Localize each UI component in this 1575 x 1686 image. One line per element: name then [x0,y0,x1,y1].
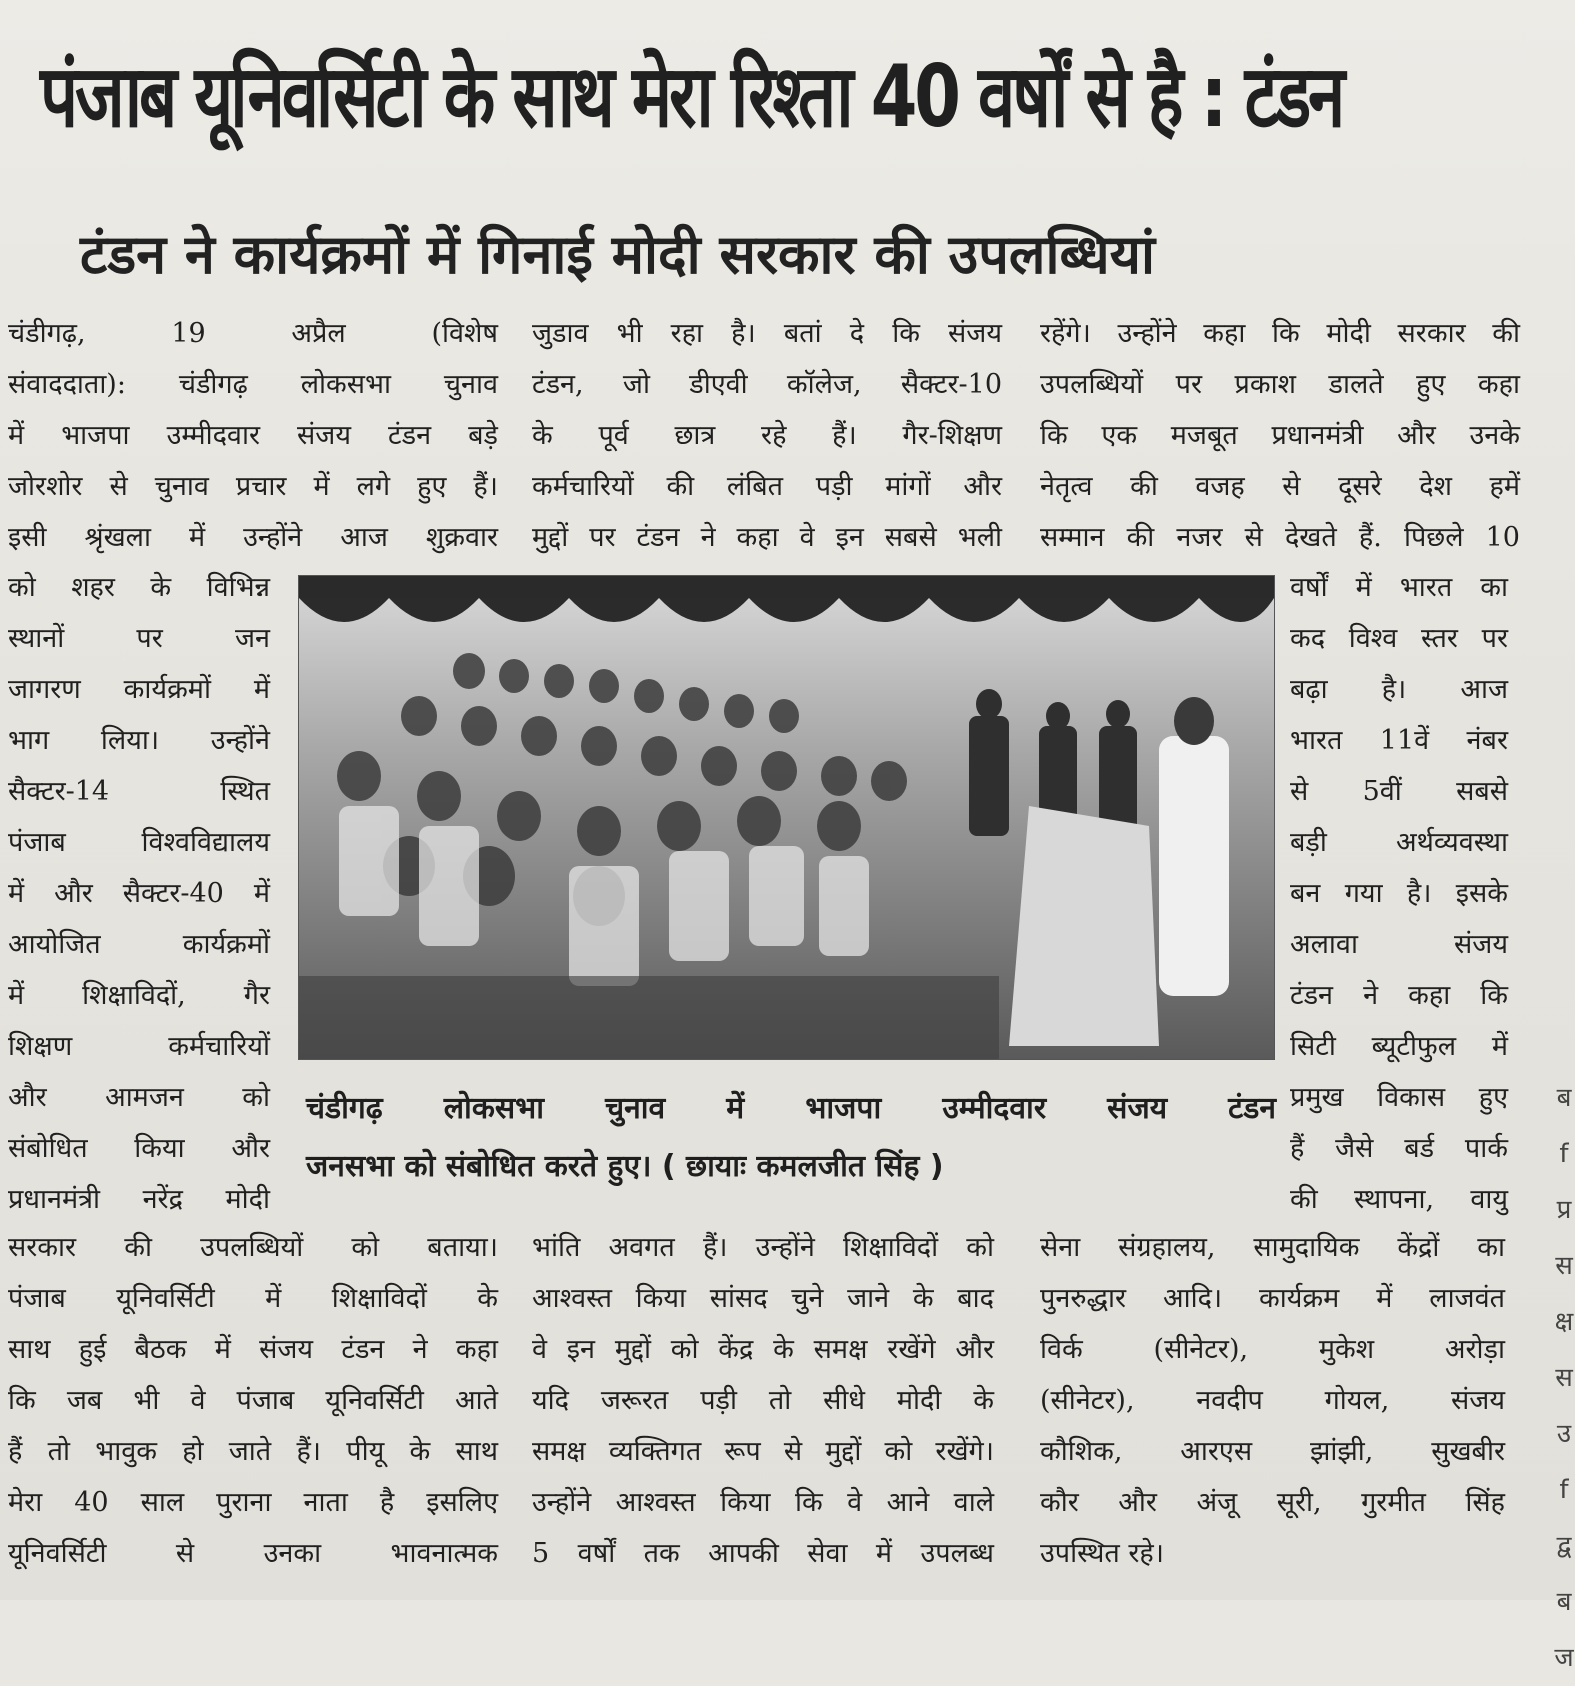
text-line: भारत 11वें नंबर [1290,725,1508,756]
headline: पंजाब यूनिवर्सिटी के साथ मेरा रिश्ता 40 वर्षों से है : टंडन [40,47,1343,147]
text-line: में भाजपा उम्मीदवार संजय टंडन बड़े [8,420,498,451]
text-line: कर्मचारियों की लंबित पड़ी मांगों और [532,471,1002,502]
text-line: साथ हुई बैठक में संजय टंडन ने कहा [8,1334,498,1365]
text-line: भाग लिया। उन्होंने [8,725,270,756]
text-line: सरकार की उपलब्धियों को बताया। [8,1232,498,1263]
text-line: टंडन, जो डीएवी कॉलेज, सैक्टर-10 [532,369,1002,400]
column-1-top [8,308,498,563]
text-line: समक्ष व्यक्तिगत रूप से मुद्दों को रखेंगे। [532,1436,994,1467]
column-3-bottom [1040,1222,1505,1579]
text-line: सिटी ब्यूटीफुल में [1290,1031,1508,1062]
text-line: सम्मान की नजर से देखते हैं. पिछले 10 [1040,522,1520,553]
edge-char: उ [1556,1419,1572,1449]
edge-char: द्व [1556,1531,1572,1561]
text-line: इसी श्रृंखला में उन्होंने आज शुक्रवार [8,522,498,553]
text-line: जोरशोर से चुनाव प्रचार में लगे हुए हैं। [8,471,498,502]
text-line: और आमजन को [8,1082,270,1113]
text-line: कौशिक, आरएस झांझी, सुखबीर [1040,1436,1505,1467]
text-line: उपलब्धियों पर प्रकाश डालते हुए कहा [1040,369,1520,400]
text-line: पंजाब विश्वविद्यालय [8,827,270,858]
caption-line-1: चंडीगढ़ लोकसभा चुनाव में भाजपा उम्मीदवार संजय टंडन [306,1091,1276,1126]
text-line: शिक्षण कर्मचारियों [8,1031,270,1062]
text-line: सैक्टर-14 स्थित [8,776,270,807]
column-1-narrow [8,562,270,1225]
subheadline: टंडन ने कार्यक्रमों में गिनाई मोदी सरकार की उपलब्धियां [80,223,1155,286]
edge-char: स [1555,1363,1573,1393]
text-line: नेतृत्व की वजह से दूसरे देश हमें [1040,471,1520,502]
edge-char: प्र [1556,1195,1572,1225]
text-line: कि जब भी वे पंजाब यूनिवर्सिटी आते [8,1385,498,1416]
text-line: वर्षों में भारत का [1290,572,1508,603]
text-line: रहेंगे। उन्होंने कहा कि मोदी सरकार की [1040,318,1520,349]
edge-char: ब [1556,1587,1572,1617]
text-line: सेना संग्रहालय, सामुदायिक केंद्रों का [1040,1232,1505,1263]
text-line: संवाददाता): चंडीगढ़ लोकसभा चुनाव [8,369,498,400]
text-line: यूनिवर्सिटी से उनका भावनात्मक [8,1538,498,1569]
text-line: कौर और अंजू सूरी, गुरमीत सिंह [1040,1487,1505,1518]
text-line: प्रमुख विकास हुए [1290,1082,1508,1113]
text-line: कि एक मजबूत प्रधानमंत्री और उनके [1040,420,1520,451]
text-line: स्थानों पर जन [8,623,270,654]
text-line: आयोजित कार्यक्रमों [8,929,270,960]
edge-char: ब [1556,1083,1572,1113]
text-line: से 5वीं सबसे [1290,776,1508,807]
edge-char: f [1559,1139,1569,1169]
edge-char: f [1559,1475,1569,1505]
text-line: पंजाब यूनिवर्सिटी में शिक्षाविदों के [8,1283,498,1314]
text-line: विर्क (सीनेटर), मुकेश अरोड़ा [1040,1334,1505,1365]
column-2-bottom [532,1222,994,1579]
text-line: मुद्दों पर टंडन ने कहा वे इन सबसे भली [532,522,1002,553]
text-line: को शहर के विभिन्न [8,572,270,603]
text-line: अलावा संजय [1290,929,1508,960]
text-line: उन्होंने आश्वस्त किया कि वे आने वाले [532,1487,994,1518]
text-line: हैं जैसे बर्ड पार्क [1290,1133,1508,1164]
text-line: उपस्थित रहे। [1040,1538,1164,1569]
text-line: बड़ी अर्थव्यवस्था [1290,827,1508,858]
text-line: (सीनेटर), नवदीप गोयल, संजय [1040,1385,1505,1416]
text-line: कद विश्व स्तर पर [1290,623,1508,654]
text-line: प्रधानमंत्री नरेंद्र मोदी [8,1184,270,1215]
text-line: मेरा 40 साल पुराना नाता है इसलिए [8,1487,498,1518]
text-line: आश्वस्त किया सांसद चुने जाने के बाद [532,1283,994,1314]
caption-line-2: जनसभा को संबोधित करते हुए। ( छायाः कमलजीत सिंह ) [306,1149,944,1184]
text-line: पुनरुद्धार आदि। कार्यक्रम में लाजवंत [1040,1283,1505,1314]
edge-char: स [1555,1251,1573,1281]
edge-char: ज [1554,1643,1574,1673]
text-line: यदि जरूरत पड़ी तो सीधे मोदी के [532,1385,994,1416]
text-line: 5 वर्षों तक आपकी सेवा में उपलब्ध [532,1538,994,1569]
text-line: बढ़ा है। आज [1290,674,1508,705]
text-line: में और सैक्टर-40 में [8,878,270,909]
column-3-narrow [1290,562,1508,1225]
text-line: संबोधित किया और [8,1133,270,1164]
column-2-top [532,308,1002,563]
edge-char: क्ष [1554,1307,1574,1337]
photo-caption [306,1080,1276,1196]
text-line: जुडाव भी रहा है। बतां दे कि संजय [532,318,1002,349]
adjacent-article-edge [1553,1070,1575,1673]
text-line: टंडन ने कहा कि [1290,980,1508,1011]
text-line: जागरण कार्यक्रमों में [8,674,270,705]
event-photo [298,575,1275,1060]
text-line: चंडीगढ़, 19 अप्रैल (विशेष [8,318,498,349]
text-line: भांति अवगत हैं। उन्होंने शिक्षाविदों को [532,1232,994,1263]
text-line: में शिक्षाविदों, गैर [8,980,270,1011]
column-1-bottom [8,1222,498,1579]
text-line: हैं तो भावुक हो जाते हैं। पीयू के साथ [8,1436,498,1467]
text-line: की स्थापना, वायु [1290,1184,1508,1215]
column-3-top [1040,308,1520,563]
text-line: वे इन मुद्दों को केंद्र के समक्ष रखेंगे और [532,1334,994,1365]
text-line: के पूर्व छात्र रहे हैं। गैर-शिक्षण [532,420,1002,451]
audience-photo-graphic [299,576,1274,1059]
text-line: बन गया है। इसके [1290,878,1508,909]
